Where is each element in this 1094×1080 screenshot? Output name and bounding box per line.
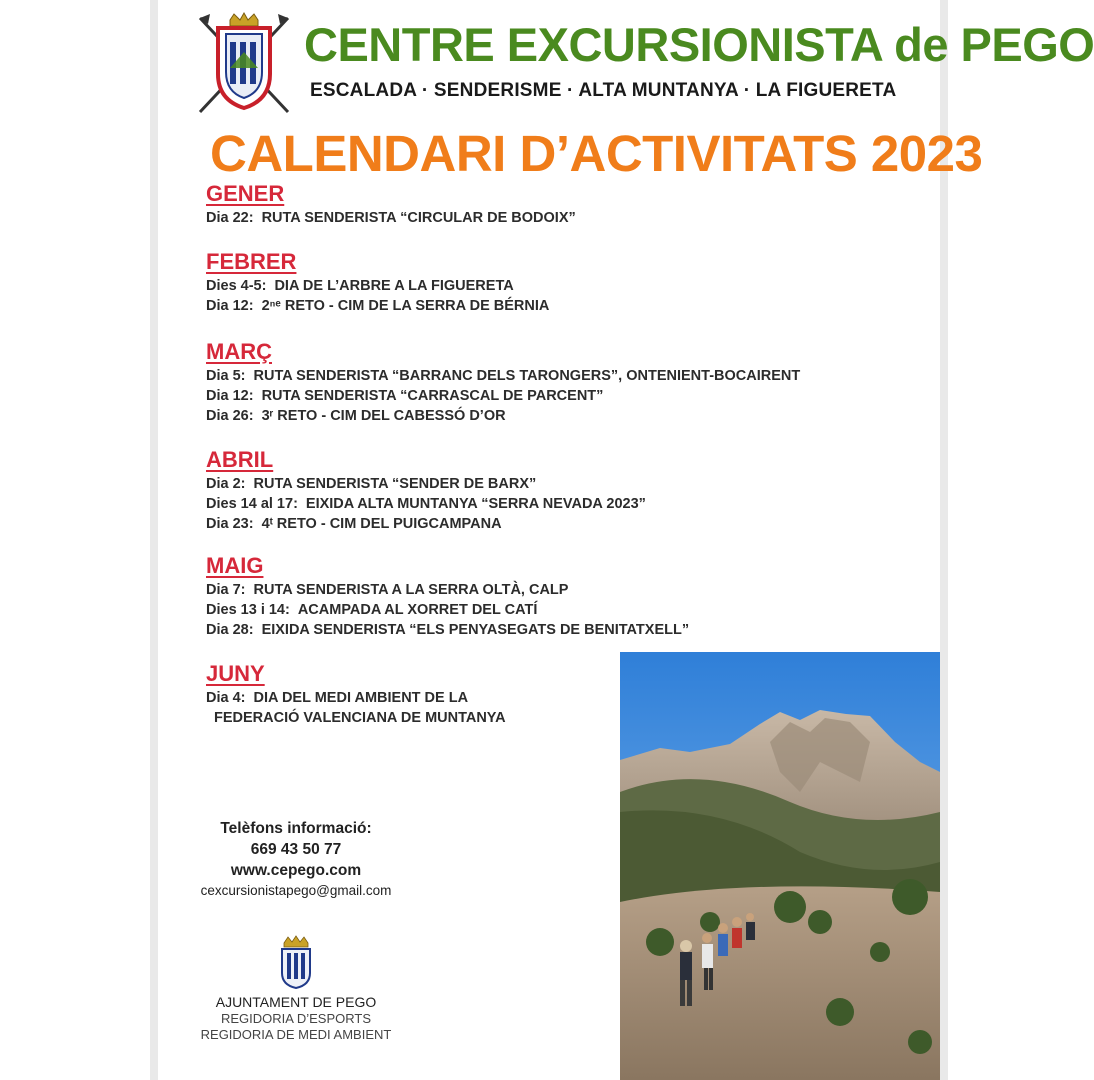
month-febrer xyxy=(206,248,936,316)
event-text: 3ʳ RETO - CIM DEL CABESSÓ D’OR xyxy=(261,408,506,424)
event-day: Dia 12: xyxy=(206,298,254,314)
event-text: RUTA SENDERISTA “CIRCULAR DE BODOIX” xyxy=(261,210,576,226)
event-item xyxy=(206,600,936,620)
event-day: Dia 4: xyxy=(206,690,246,706)
contact-phone: 669 43 50 77 xyxy=(250,841,342,858)
contact-info xyxy=(186,818,406,901)
month-name: MARÇ xyxy=(206,339,272,364)
club-name: CENTRE EXCURSIONISTA de PEGO xyxy=(304,18,1094,71)
event-day: Dia 23: xyxy=(206,516,254,532)
town-crest-icon xyxy=(278,935,314,989)
event-day: Dies 13 i 14: xyxy=(206,602,290,618)
council-dept-sports: REGIDORIA D’ESPORTS xyxy=(220,1011,371,1026)
event-item xyxy=(206,474,936,494)
event-text: RUTA SENDERISTA “BARRANC DELS TARONGERS”, ONTENIENT-BOCAIRENT xyxy=(253,368,801,384)
event-text: 2ⁿᵉ RETO - CIM DE LA SERRA DE BÉRNIA xyxy=(261,298,550,314)
event-text: EIXIDA ALTA MUNTANYA “SERRA NEVADA 2023” xyxy=(305,496,646,512)
event-item xyxy=(206,406,936,426)
month-name: MAIG xyxy=(206,553,264,578)
event-item xyxy=(206,514,936,534)
event-item xyxy=(206,620,936,640)
event-text: DIA DE L’ARBRE A LA FIGUERETA xyxy=(274,278,514,294)
month-name: GENER xyxy=(206,181,285,206)
event-text: RUTA SENDERISTA “SENDER DE BARX” xyxy=(253,476,537,492)
event-item xyxy=(206,386,936,406)
month-abril xyxy=(206,446,936,534)
event-day: Dies 14 al 17: xyxy=(206,496,298,512)
event-item xyxy=(206,208,936,228)
event-day: Dia 5: xyxy=(206,368,246,384)
event-item xyxy=(206,296,936,316)
month-name: JUNY xyxy=(206,661,265,686)
event-text: ACAMPADA AL XORRET DEL CATÍ xyxy=(297,602,538,618)
council-block xyxy=(186,935,406,1043)
contact-label: Telèfons informació: xyxy=(220,820,372,837)
calendar-title: CALENDARI D’ACTIVITATS 2023 xyxy=(210,125,983,182)
month-maig xyxy=(206,552,936,640)
event-day: Dies 4-5: xyxy=(206,278,267,294)
event-day: Dia 22: xyxy=(206,210,254,226)
event-day: Dia 26: xyxy=(206,408,254,424)
event-text: RUTA SENDERISTA A LA SERRA OLTÀ, CALP xyxy=(253,582,569,598)
event-day: Dia 7: xyxy=(206,582,246,598)
month-marc xyxy=(206,338,936,426)
event-item xyxy=(206,494,936,514)
event-item xyxy=(206,366,936,386)
event-item xyxy=(206,580,936,600)
event-day: Dia 28: xyxy=(206,622,254,638)
event-text: EIXIDA SENDERISTA “ELS PENYASEGATS DE BENITATXELL” xyxy=(261,622,690,638)
event-item xyxy=(206,276,936,296)
month-gener xyxy=(206,180,936,228)
event-text: RUTA SENDERISTA “CARRASCAL DE PARCENT” xyxy=(261,388,604,404)
month-name: ABRIL xyxy=(206,447,274,472)
event-day: Dia 2: xyxy=(206,476,246,492)
council-dept-environment: REGIDORIA DE MEDI AMBIENT xyxy=(200,1027,392,1042)
club-tagline: ESCALADA · SENDERISME · ALTA MUNTANYA · LA FIGUERETA xyxy=(310,80,897,101)
event-text: FEDERACIÓ VALENCIANA DE MUNTANYA xyxy=(214,710,506,726)
event-text: 4ᵗ RETO - CIM DEL PUIGCAMPANA xyxy=(261,516,502,532)
month-name: FEBRER xyxy=(206,249,297,274)
mountain-hikers-photo xyxy=(620,652,940,1080)
contact-website[interactable]: www.cepego.com xyxy=(230,862,362,879)
poster xyxy=(158,0,1094,1080)
club-crest-icon xyxy=(196,12,292,118)
event-day: Dia 12: xyxy=(206,388,254,404)
council-name: AJUNTAMENT DE PEGO xyxy=(215,994,377,1010)
event-text: DIA DEL MEDI AMBIENT DE LA xyxy=(253,690,469,706)
contact-email[interactable]: cexcursionistapego@gmail.com xyxy=(200,883,392,898)
